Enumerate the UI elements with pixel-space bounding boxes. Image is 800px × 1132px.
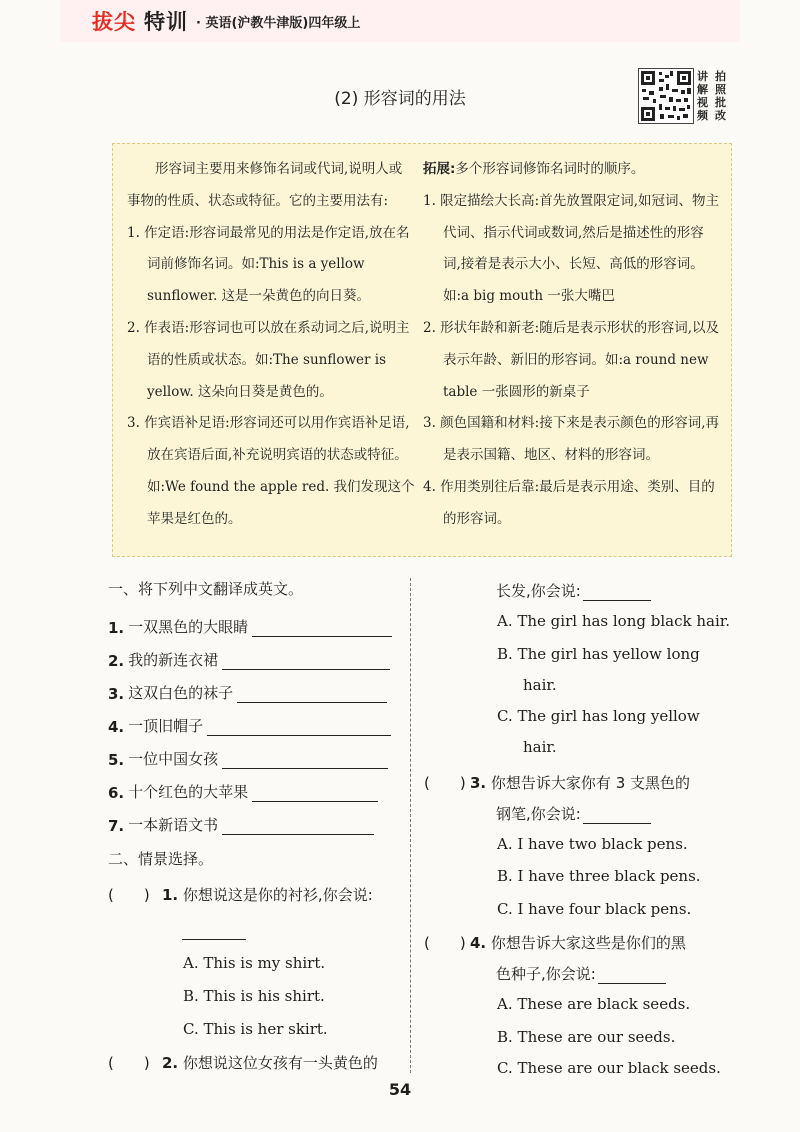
option-a[interactable]: A. This is my shirt. <box>183 954 326 972</box>
info-item: 3. 作宾语补足语:形容词还可以用作宾语补足语,放在宾语后面,补充说明宾语的状态或特征。如:We found the apple red. 我们发现这个苹果是红色的。 <box>127 415 415 527</box>
answer-blank[interactable] <box>222 650 390 670</box>
question-stem-continued: 色种子,你会说: <box>496 963 666 984</box>
brand-logo-red: 拔尖 <box>92 10 136 34</box>
qr-side-label: 讲 拍 解 照 视 批 频 改 <box>697 70 726 122</box>
info-item: 2. 形状年龄和新老:随后是表示形状的形容词,以及表示年龄、新旧的形容词。如:a round new table 一张圆形的新桌子 <box>423 319 720 400</box>
info-extension-heading: 拓展:多个形容词修饰名词时的顺序。 <box>423 161 645 177</box>
info-intro: 形容词主要用来修饰名词或代词,说明人或事物的性质、状态或特征。它的主要用法有: <box>127 161 403 209</box>
option-c[interactable]: C. These are our black seeds. <box>497 1059 721 1077</box>
translation-item: 1. 一双黑色的大眼睛 <box>108 611 392 637</box>
column-divider <box>410 578 411 1073</box>
question-stem-continued: 长发,你会说: <box>496 580 651 601</box>
option-b[interactable]: B. This is his shirt. <box>183 987 325 1005</box>
translation-item: 7. 一本新语文书 <box>108 809 374 835</box>
brand-logo-black: 特训 <box>144 10 188 34</box>
section-title: (2) 形容词的用法 <box>334 89 466 109</box>
info-item: 1. 作定语:形容词最常见的用法是作定语,放在名词前修饰名词。如:This is a yellow sunflower. 这是一朵黄色的向日葵。 <box>127 224 410 305</box>
answer-blank[interactable] <box>182 922 246 940</box>
option-b[interactable]: B. These are our seeds. <box>497 1028 676 1046</box>
question-stem: 3. 你想告诉大家你有 3 支黑色的 <box>470 774 691 792</box>
question-stem: 4. 你想告诉大家这些是你们的黑 <box>470 934 686 952</box>
translation-item: 2. 我的新连衣裙 <box>108 644 390 670</box>
option-a[interactable]: A. I have two black pens. <box>497 835 688 853</box>
option-b-continued: hair. <box>523 676 557 694</box>
answer-blank[interactable] <box>222 815 374 835</box>
answer-blank[interactable] <box>598 966 666 984</box>
answer-paren[interactable]: ( ) <box>108 1054 150 1072</box>
part1-title: 一、将下列中文翻译成英文。 <box>108 580 304 598</box>
answer-blank[interactable] <box>583 583 651 601</box>
option-c-continued: hair. <box>523 738 557 756</box>
translation-item: 6. 十个红色的大苹果 <box>108 776 378 802</box>
answer-blank[interactable] <box>252 617 392 637</box>
translation-item: 4. 一顶旧帽子 <box>108 710 391 736</box>
info-left-column <box>127 154 415 536</box>
translation-item: 5. 一位中国女孩 <box>108 743 388 769</box>
question-stem: 2. 你想说这位女孩有一头黄色的 <box>162 1054 378 1072</box>
qr-code-icon[interactable] <box>638 68 694 124</box>
answer-blank[interactable] <box>237 683 387 703</box>
option-c[interactable]: C. This is her skirt. <box>183 1020 328 1038</box>
answer-blank[interactable] <box>252 782 378 802</box>
option-a[interactable]: A. The girl has long black hair. <box>497 612 731 630</box>
question-stem: 1. 你想说这是你的衬衫,你会说: <box>162 886 373 904</box>
translation-item: 3. 这双白色的袜子 <box>108 677 387 703</box>
option-b[interactable]: B. I have three black pens. <box>497 867 701 885</box>
answer-paren[interactable]: ( ) <box>108 886 150 904</box>
info-item: 2. 作表语:形容词也可以放在系动词之后,说明主语的性质或状态。如:The sunflower is yellow. 这朵向日葵是黄色的。 <box>127 319 410 400</box>
info-item: 4. 作用类别往后靠:最后是表示用途、类别、目的的形容词。 <box>423 478 715 527</box>
answer-blank[interactable] <box>222 749 388 769</box>
answer-blank[interactable] <box>207 716 391 736</box>
book-info: · 英语(沪教牛津版)四年级上 <box>196 16 361 31</box>
answer-paren[interactable]: ( ) <box>424 934 466 952</box>
info-item: 3. 颜色国籍和材料:接下来是表示颜色的形容词,再是表示国籍、地区、材料的形容词。 <box>423 415 720 464</box>
option-c[interactable]: C. The girl has long yellow <box>497 707 700 725</box>
grammar-info-box <box>112 143 732 557</box>
info-right-column <box>423 154 721 536</box>
option-b[interactable]: B. The girl has yellow long <box>497 645 700 663</box>
part2-title: 二、情景选择。 <box>108 850 214 868</box>
option-c[interactable]: C. I have four black pens. <box>497 900 692 918</box>
page-number: 54 <box>388 1080 412 1099</box>
question-stem-continued: 钢笔,你会说: <box>496 803 651 824</box>
option-a[interactable]: A. These are black seeds. <box>497 995 691 1013</box>
answer-blank[interactable] <box>583 806 651 824</box>
info-item: 1. 限定描绘大长高:首先放置限定词,如冠词、物主代词、指示代词或数词,然后是描述性的形容词,接着是表示大小、长短、高低的形容词。如:a big mouth 一张大嘴巴 <box>423 192 720 305</box>
answer-paren[interactable]: ( ) <box>424 774 466 792</box>
